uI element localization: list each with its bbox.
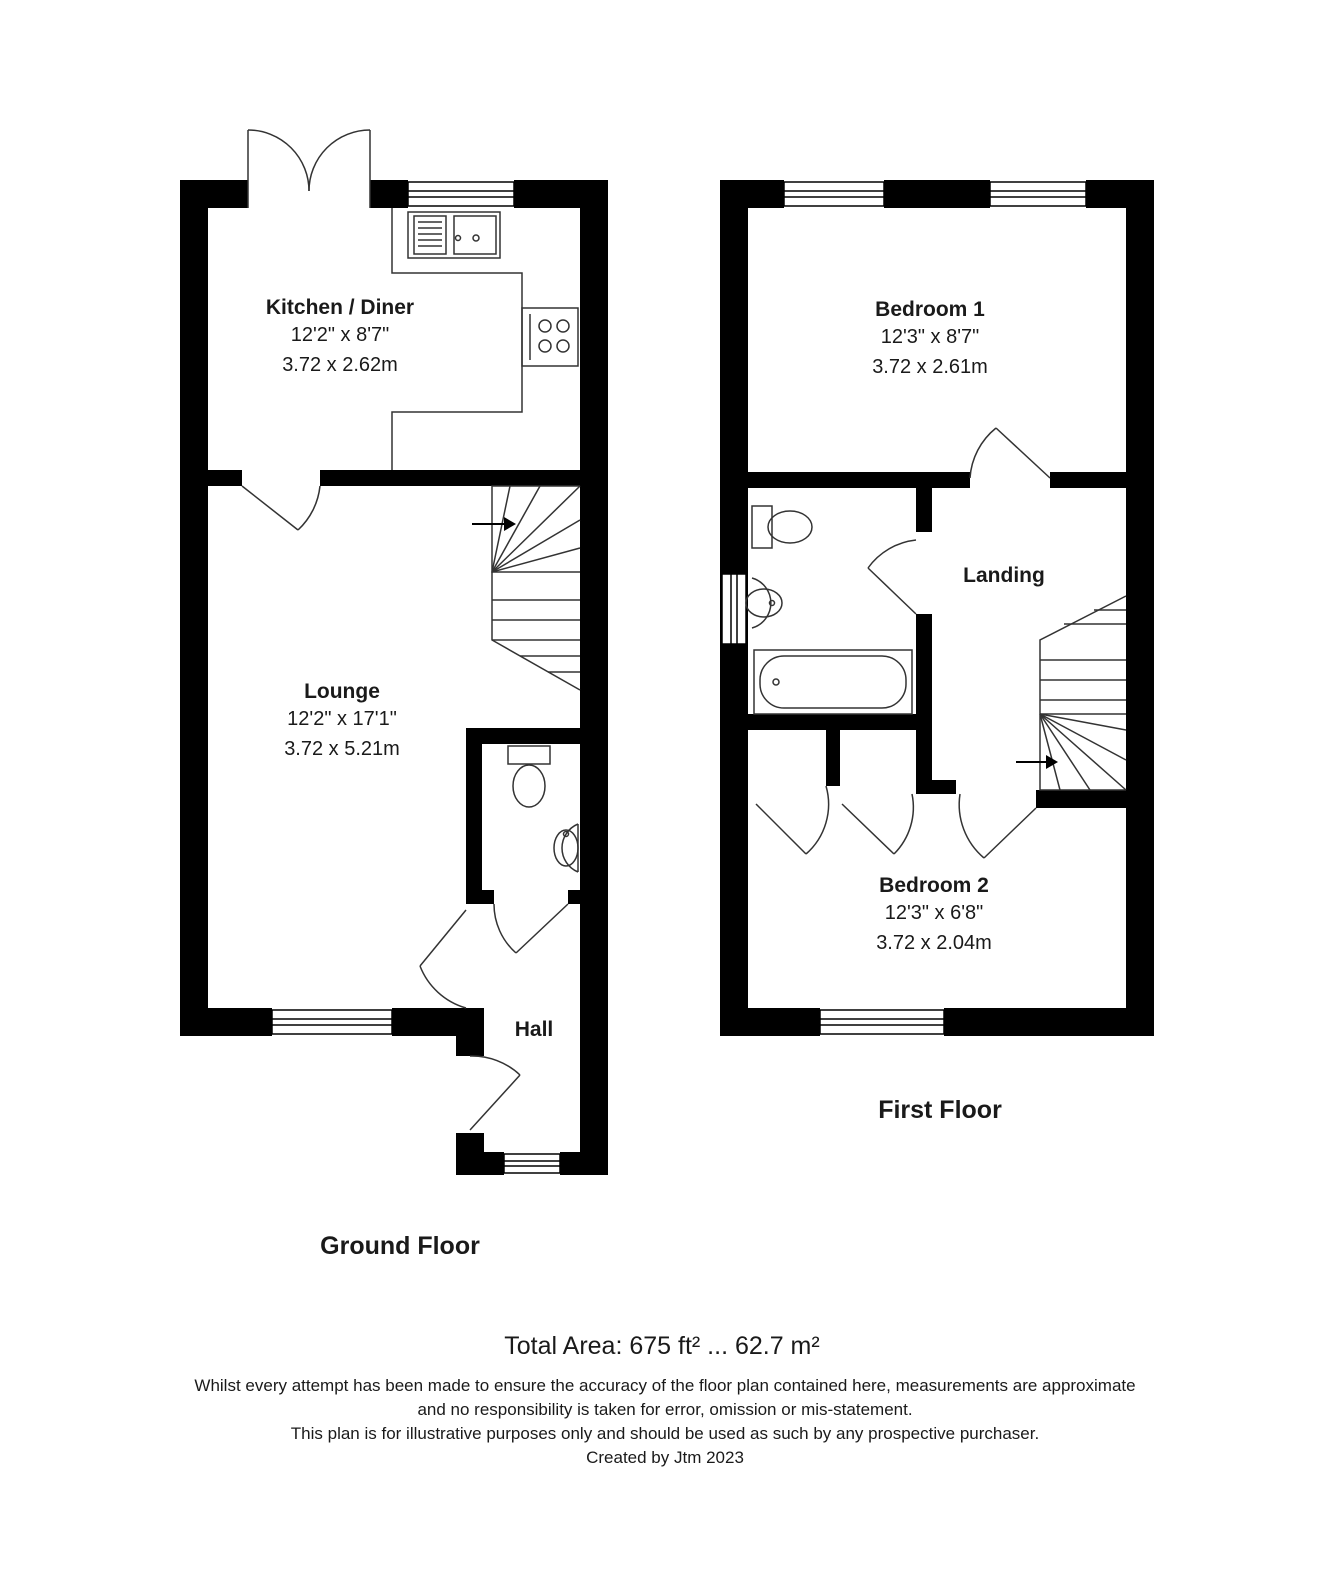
bathroom-fixtures <box>746 506 912 714</box>
ground-staircase <box>472 486 580 690</box>
lounge-label <box>242 680 442 764</box>
kitchen-imperial: 12'2" x 8'7" <box>290 324 390 346</box>
landing-label <box>944 564 1064 588</box>
kitchen-metric: 3.72 x 2.62m <box>282 354 398 376</box>
bedroom1-label <box>830 298 1030 382</box>
lounge-metric: 3.72 x 5.21m <box>284 738 400 760</box>
first-staircase <box>1016 596 1126 790</box>
stair-arrow-icon <box>504 517 516 531</box>
bedroom2-imperial: 12'3" x 6'8" <box>884 902 984 924</box>
kitchen-label <box>240 296 440 380</box>
lounge-imperial: 12'2" x 17'1" <box>287 708 397 730</box>
total-area: Total Area: 675 ft² ... 62.7 m² <box>504 1332 820 1360</box>
bedroom1-name: Bedroom 1 <box>875 298 985 321</box>
disclaimer <box>60 1374 1270 1470</box>
bedroom1-metric: 3.72 x 2.61m <box>872 356 988 378</box>
disclaimer-credit: Created by Jtm 2023 <box>586 1448 744 1467</box>
disclaimer-line-3: This plan is for illustrative purposes only and should be used as such by any prospective purchaser. <box>290 1424 1040 1443</box>
hall-name: Hall <box>514 1018 554 1041</box>
hall-label <box>494 1018 574 1042</box>
landing-name: Landing <box>963 564 1045 587</box>
first-floor-title: First Floor <box>878 1096 1002 1124</box>
bedroom2-metric: 3.72 x 2.04m <box>876 932 992 954</box>
lounge-name: Lounge <box>304 680 380 703</box>
first-doors <box>756 428 1050 858</box>
wc-fixtures <box>508 746 578 872</box>
disclaimer-line-2: and no responsibility is taken for error, omission or mis-statement. <box>417 1400 913 1419</box>
ground-doors <box>242 130 568 1130</box>
disclaimer-line-1: Whilst every attempt has been made to ensure the accuracy of the floor plan contained here, measurements are approximate <box>194 1376 1136 1395</box>
bedroom1-imperial: 12'3" x 8'7" <box>880 326 980 348</box>
bedroom2-name: Bedroom 2 <box>879 874 989 897</box>
ground-floor-title: Ground Floor <box>320 1232 480 1260</box>
bedroom2-label <box>834 874 1034 958</box>
kitchen-name: Kitchen / Diner <box>265 296 415 319</box>
